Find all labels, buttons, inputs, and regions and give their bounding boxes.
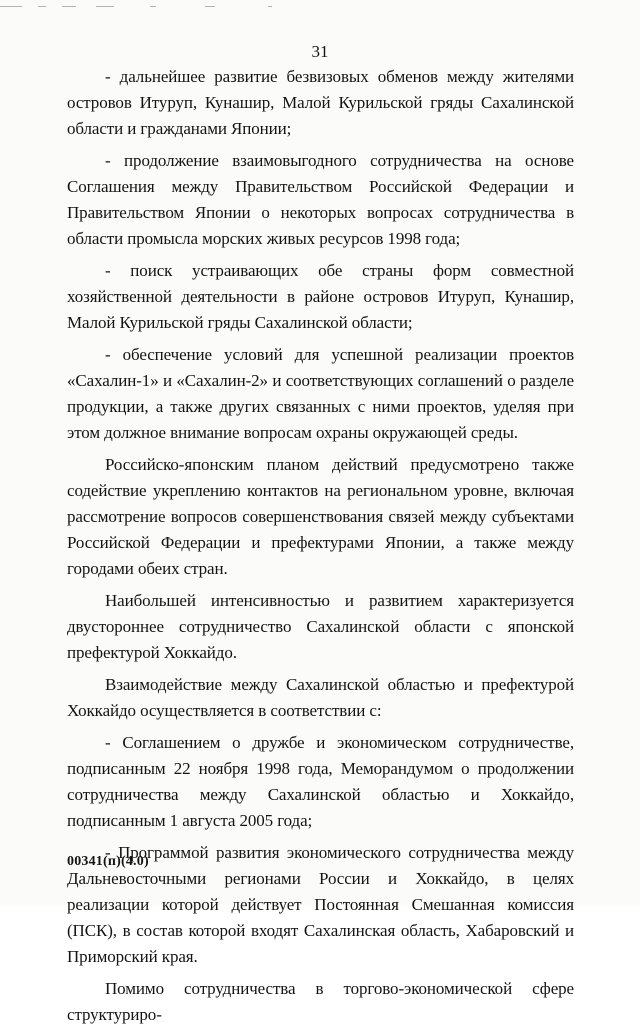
scan-mark xyxy=(150,6,156,7)
page-number: 31 xyxy=(311,42,329,61)
paragraph-regional-contacts: Российско-японским планом действий предусмотрено также содействие укреплению контактов на региональном уровне, включая рассмотрение вопросов совершенствования связей между субъектами Российской Федерации и префектурами Японии, а также между городами обеих стран. xyxy=(67,455,574,578)
paragraph-joint-economic-activity: - поиск устраивающих обе страны форм совместной хозяйственной деятельности в районе островов Итуруп, Кунашир, Малой Курильской гряды Сахалинской области; xyxy=(67,261,574,332)
scan-mark xyxy=(38,6,46,7)
paragraph-fisheries-cooperation: - продолжение взаимовыгодного сотрудничества на основе Соглашения между Правительством Российской Федерации и Правительством Японии о некоторых вопросах сотрудничества в области промысла морских живых ресурсов 1998 года; xyxy=(67,151,574,248)
paragraph-hokkaido-intensity: Наибольшей интенсивностью и развитием характеризуется двустороннее сотрудничество Сахалинской области с японской префектурой Хоккайдо. xyxy=(67,591,574,662)
scan-mark xyxy=(62,6,76,7)
document-body xyxy=(67,64,574,1028)
paragraph-visa-free-exchanges: - дальнейшее развитие безвизовых обменов между жителями островов Итуруп, Кунашир, Малой Курильской гряды Сахалинской области и граждaнами Японии; xyxy=(67,67,574,138)
scan-mark xyxy=(268,6,272,7)
scan-mark xyxy=(0,6,22,7)
scan-artifact-marks xyxy=(0,6,300,9)
paragraph-development-program: - Программой развития экономического сотрудничества между Дальневосточными регионами России и Хоккайдо, в целях реализации которой действует Постоянная Смешанная комиссия (ПСК), в состав которой входят Сахалинская область, Хабаровский и Приморский края. xyxy=(67,843,574,966)
paragraph-interaction-basis: Взаимодействие между Сахалинской областью и префектурой Хоккайдо осуществляется в соответствии с: xyxy=(67,675,574,720)
scan-mark xyxy=(205,6,215,7)
scan-mark xyxy=(96,6,114,7)
paragraph-sakhalin-projects: - обеспечение условий для успешной реализации проектов «Сахалин-1» и «Сахалин-2» и соответствующих соглашений о разделе продукции, а также других связанных с ними проектов, уделяя при этом должное внимание вопросам охраны окружающей среды. xyxy=(67,345,574,442)
paragraph-beyond-trade: Помимо сотрудничества в торгово-экономической сфере структуриро- xyxy=(67,979,574,1024)
document-code: 00341(п)(4.0) xyxy=(67,854,149,869)
paragraph-friendship-agreement: - Соглашением о дружбе и экономическом сотрудничестве, подписанным 22 ноября 1998 года, Меморандумом о продолжении сотрудничества между Сахалинской областью и Хоккайдо, подписанным 1 августа 2005 года; xyxy=(67,733,574,830)
